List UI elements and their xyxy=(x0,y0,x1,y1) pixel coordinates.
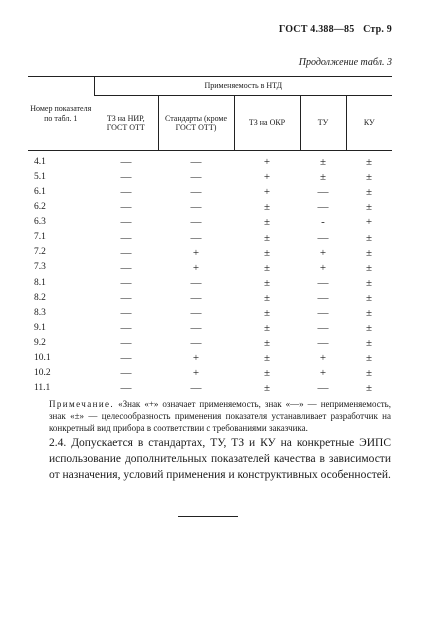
indicator-number: 10.1 xyxy=(34,353,51,364)
applicability-mark: — xyxy=(190,201,202,214)
table-body xyxy=(28,151,392,397)
table-row xyxy=(28,185,392,200)
applicability-mark: + xyxy=(263,171,271,184)
applicability-mark: — xyxy=(120,337,132,350)
applicability-mark: ± xyxy=(263,231,271,244)
applicability-mark: — xyxy=(190,156,202,169)
applicability-mark: ± xyxy=(263,337,271,350)
applicability-mark: + xyxy=(263,156,271,169)
indicator-number: 9.1 xyxy=(34,322,46,333)
column-header: ТЗ на НИР, ГОСТ ОТТ xyxy=(94,96,158,151)
indicator-number: 8.3 xyxy=(34,307,46,318)
note-label: Примечание. xyxy=(49,399,115,409)
applicability-mark: ± xyxy=(263,201,271,214)
table-row xyxy=(28,321,392,336)
clause-2-4: 2.4. Допускается в стандартах, ТУ, ТЗ и КУ на конкретные ЭИПС использование дополнительных показателей качества в зависимости от назначения, условий применения и конструктивных особенностей. xyxy=(49,437,391,481)
column-header: Стандарты (кроме ГОСТ ОТТ) xyxy=(158,96,234,151)
table-row xyxy=(28,215,392,230)
table-continuation-label: Продолжение табл. 3 xyxy=(298,57,392,68)
indicator-number: 7.1 xyxy=(34,232,46,243)
applicability-mark: + xyxy=(263,186,271,199)
applicability-mark: — xyxy=(190,337,202,350)
table-row xyxy=(28,261,392,276)
indicator-number: 6.1 xyxy=(34,186,46,197)
table-row xyxy=(28,351,392,366)
applicability-mark: + xyxy=(192,367,200,380)
applicability-mark: ± xyxy=(365,337,373,350)
indicator-number: 9.2 xyxy=(34,337,46,348)
applicability-mark: ± xyxy=(263,246,271,259)
column-header: ТУ xyxy=(300,96,346,151)
table-row xyxy=(28,291,392,306)
applicability-mark: ± xyxy=(263,367,271,380)
applicability-mark: — xyxy=(317,291,329,304)
section-divider xyxy=(178,516,238,517)
indicator-number: 4.1 xyxy=(34,156,46,167)
applicability-mark: — xyxy=(190,322,202,335)
applicability-mark: ± xyxy=(365,246,373,259)
applicability-mark: ± xyxy=(365,156,373,169)
table-row xyxy=(28,246,392,261)
applicability-mark: — xyxy=(120,216,132,229)
applicability-mark: + xyxy=(319,352,327,365)
applicability-mark: ± xyxy=(365,322,373,335)
applicability-mark: ± xyxy=(365,171,373,184)
table-row xyxy=(28,200,392,215)
page-header xyxy=(279,24,392,35)
applicability-mark: ± xyxy=(365,276,373,289)
applicability-mark: — xyxy=(120,306,132,319)
applicability-mark: ± xyxy=(263,276,271,289)
applicability-mark: ± xyxy=(365,367,373,380)
applicability-mark: — xyxy=(120,382,132,395)
applicability-mark: ± xyxy=(365,231,373,244)
indicator-number: 11.1 xyxy=(34,383,51,394)
applicability-mark: ± xyxy=(263,352,271,365)
indicator-number: 5.1 xyxy=(34,171,46,182)
table-row xyxy=(28,336,392,351)
applicability-mark: — xyxy=(317,337,329,350)
applicability-mark: — xyxy=(120,156,132,169)
applicability-mark: — xyxy=(190,276,202,289)
applicability-mark: — xyxy=(317,382,329,395)
applicability-mark: ± xyxy=(263,306,271,319)
indicator-number: 10.2 xyxy=(34,368,51,379)
applicability-mark: — xyxy=(120,291,132,304)
applicability-mark: ± xyxy=(319,171,327,184)
applicability-mark: ± xyxy=(365,186,373,199)
applicability-mark: ± xyxy=(365,306,373,319)
indicator-number: 6.2 xyxy=(34,202,46,213)
applicability-mark: — xyxy=(190,171,202,184)
applicability-mark: — xyxy=(190,291,202,304)
applicability-mark: — xyxy=(317,306,329,319)
applicability-mark: + xyxy=(365,216,373,229)
applicability-mark: — xyxy=(120,186,132,199)
table-row xyxy=(28,170,392,185)
applicability-mark: ± xyxy=(263,322,271,335)
applicability-mark: ± xyxy=(263,291,271,304)
table-row xyxy=(28,306,392,321)
applicability-mark: — xyxy=(120,201,132,214)
applicability-mark: ± xyxy=(263,382,271,395)
indicator-number: 8.2 xyxy=(34,292,46,303)
group-header: Применяемость в НТД xyxy=(94,77,392,96)
applicability-mark: ± xyxy=(365,261,373,274)
applicability-mark: — xyxy=(120,322,132,335)
standard-number: ГОСТ 4.388—85 xyxy=(278,24,355,35)
applicability-mark: — xyxy=(317,276,329,289)
applicability-mark: — xyxy=(120,231,132,244)
applicability-mark: — xyxy=(190,306,202,319)
applicability-mark: ± xyxy=(263,216,271,229)
applicability-mark: ± xyxy=(365,352,373,365)
indicator-number: 7.3 xyxy=(34,262,46,273)
applicability-mark: - xyxy=(321,216,325,229)
applicability-mark: — xyxy=(317,322,329,335)
indicator-number: 7.2 xyxy=(34,247,46,258)
applicability-mark: — xyxy=(120,352,132,365)
applicability-mark: + xyxy=(319,246,327,259)
applicability-mark: ± xyxy=(365,291,373,304)
column-header: ТЗ на ОКР xyxy=(234,96,300,151)
page-number: Стр. 9 xyxy=(363,24,392,35)
applicability-mark: — xyxy=(190,382,202,395)
applicability-mark: — xyxy=(317,201,329,214)
applicability-mark: — xyxy=(120,276,132,289)
applicability-mark: — xyxy=(120,367,132,380)
applicability-mark: ± xyxy=(319,156,327,169)
column-header: КУ xyxy=(346,96,392,151)
table-note xyxy=(49,398,391,434)
table-row xyxy=(28,276,392,291)
applicability-mark: — xyxy=(317,231,329,244)
applicability-mark: — xyxy=(317,186,329,199)
applicability-mark: + xyxy=(192,352,200,365)
indicator-number: 8.1 xyxy=(34,277,46,288)
applicability-table xyxy=(28,76,392,397)
applicability-mark: — xyxy=(190,186,202,199)
applicability-mark: + xyxy=(192,261,200,274)
applicability-mark: + xyxy=(319,367,327,380)
table-row xyxy=(28,230,392,245)
table-row xyxy=(28,381,392,396)
row-header: Номер показателя по табл. 1 xyxy=(28,77,94,151)
applicability-mark: — xyxy=(120,261,132,274)
applicability-mark: — xyxy=(190,216,202,229)
applicability-mark: — xyxy=(120,246,132,259)
applicability-mark: ± xyxy=(365,382,373,395)
indicator-number: 6.3 xyxy=(34,217,46,228)
applicability-mark: — xyxy=(120,171,132,184)
applicability-mark: + xyxy=(192,246,200,259)
table-row xyxy=(28,151,392,171)
applicability-mark: — xyxy=(190,231,202,244)
applicability-mark: ± xyxy=(263,261,271,274)
note-text: «Знак «+» означает применяемость, знак «—» — неприменяемость, знак «±» — целесообразность применения показателя устанавливает разработчик на конкретный вид прибора в соответствии с требованиями заказчика. xyxy=(49,399,391,434)
applicability-mark: ± xyxy=(365,201,373,214)
table-row xyxy=(28,366,392,381)
applicability-mark: + xyxy=(319,261,327,274)
